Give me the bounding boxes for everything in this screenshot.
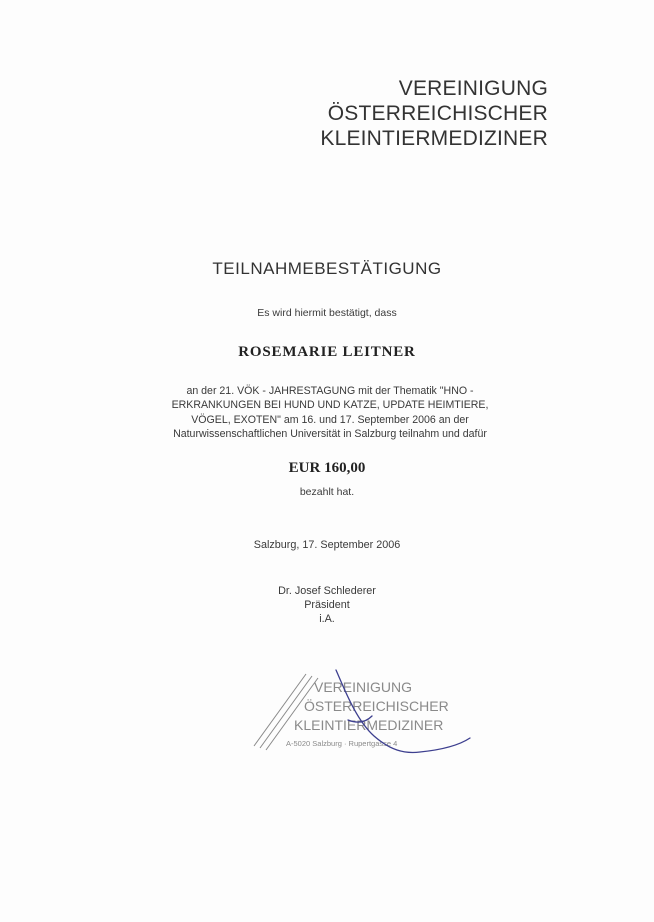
organization-header (320, 76, 548, 151)
body-line-4: Naturwissenschaftlichen Universität in Salzburg teilnahm und dafür (173, 427, 487, 440)
stamp-graphic (248, 668, 488, 768)
stamp-logo-stroke-1 (254, 674, 306, 746)
org-line-1: VEREINIGUNG (398, 77, 548, 100)
stamp-address: A-5020 Salzburg · Rupertgasse 4 (286, 739, 398, 748)
body-line-3: VÖGEL, EXOTEN" am 16. und 17. September 2006 an der (191, 413, 469, 426)
body-paragraph (120, 384, 540, 441)
place-and-date: Salzburg, 17. September 2006 (253, 539, 401, 551)
body-line-2: ERKRANKUNGEN BEI HUND UND KATZE, UPDATE HEIMTIERE, (171, 399, 489, 412)
org-line-3: KLEINTIERMEDIZINER (320, 127, 548, 150)
signatory-name: Dr. Josef Schlederer (278, 585, 376, 597)
signatory-note: i.A. (319, 613, 335, 625)
signatory-role: Präsident (304, 599, 350, 611)
stamp-line-2: ÖSTERREICHISCHER (304, 698, 449, 714)
document-title: TEILNAHMEBESTÄTIGUNG (212, 259, 442, 278)
stamp-line-1: VEREINIGUNG (314, 679, 413, 695)
organization-stamp (248, 668, 488, 768)
signatory-block (0, 584, 654, 626)
body-line-1: an der 21. VÖK - JAHRESTAGUNG mit der Thematik "HNO - (186, 385, 474, 397)
intro-text: Es wird hiermit bestätigt, dass (257, 307, 397, 319)
paid-text: bezahlt hat. (299, 486, 355, 498)
org-line-2: ÖSTERREICHISCHER (327, 102, 548, 125)
stamp-line-3: KLEINTIERMEDIZINER (294, 717, 444, 733)
participant-name: ROSEMARIE LEITNER (238, 344, 416, 360)
fee-amount: EUR 160,00 (288, 460, 366, 476)
